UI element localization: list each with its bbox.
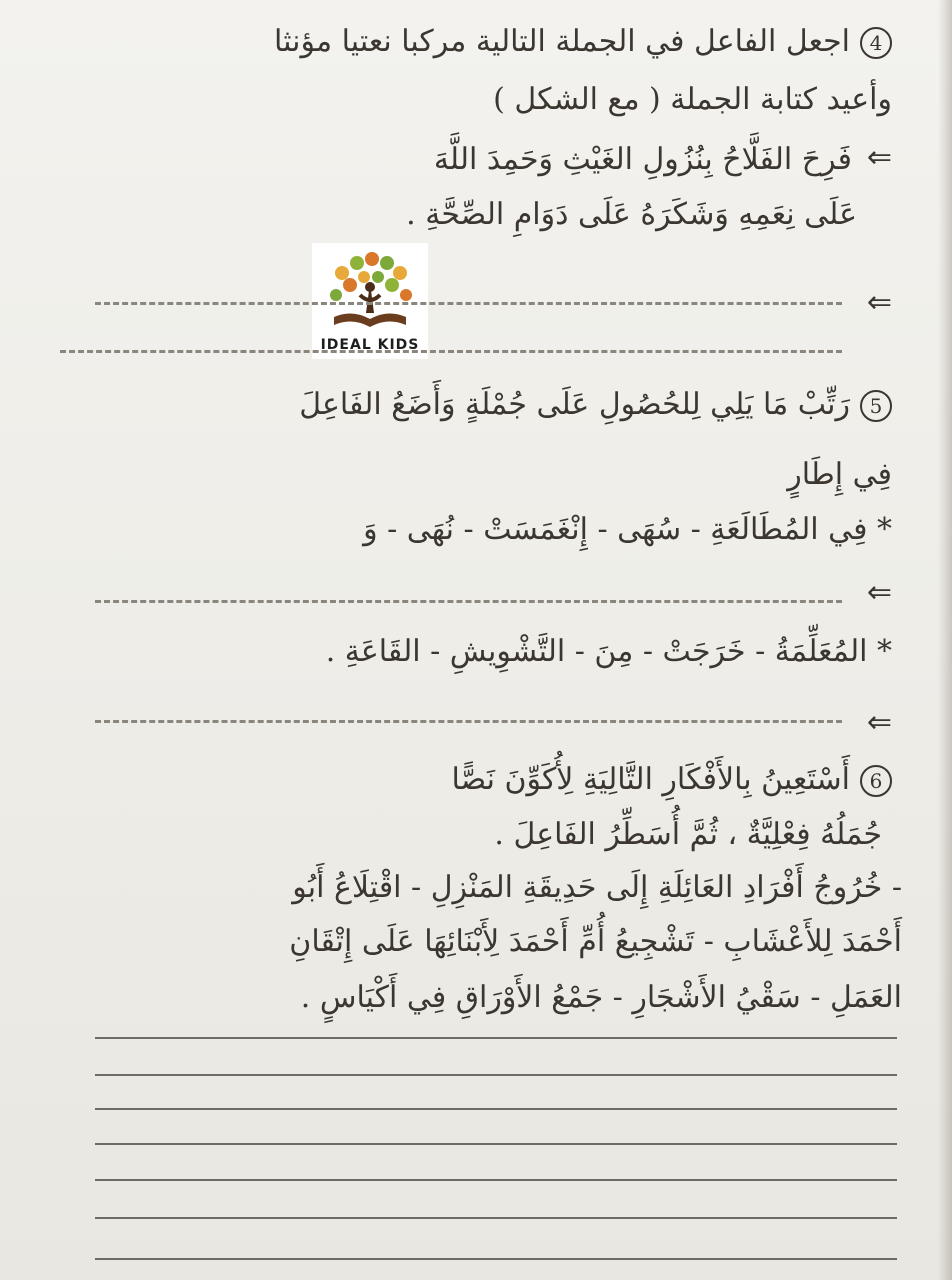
q6-instruction-2: جُمَلُهُ فِعْلِيَّةٌ ، ثُمَّ أُسَطِّرُ الفَاعِلَ . — [494, 817, 882, 852]
q4-instruction-2: وأعيد كتابة الجملة ( مع الشكل ) — [493, 82, 892, 117]
writing-line-5 — [95, 1179, 897, 1181]
q4-arrow-icon: ⇐ — [866, 140, 892, 175]
page-edge-shadow — [938, 0, 952, 1280]
writing-line-3 — [95, 1108, 897, 1110]
q5-answer-line-2 — [95, 720, 842, 723]
ideal-kids-logo — [312, 243, 428, 359]
q6-ideas-line-2: أَحْمَدَ لِلأَعْشَابِ - تَشْجِيعُ أُمِّ أَحْمَدَ لِأَبْنَائِهَا عَلَى إِتْقَانِ — [289, 924, 902, 959]
q6-number: 6 — [860, 765, 892, 797]
writing-line-6 — [95, 1217, 897, 1219]
logo-text: IDEAL KIDS — [320, 337, 420, 353]
writing-line-1 — [95, 1037, 897, 1039]
writing-line-4 — [95, 1143, 897, 1145]
q6-instruction-1: أَسْتَعِينُ بِالأَفْكَارِ التَّالِيَةِ لِأُكَوِّنَ نَصًّا — [451, 762, 850, 797]
q6-ideas-line-3: العَمَلِ - سَقْيُ الأَشْجَارِ - جَمْعُ الأَوْرَاقِ فِي أَكْيَاسٍ . — [300, 980, 902, 1015]
q4-instruction-line-1 — [274, 22, 892, 62]
q5-answer-arrow-icon-2: ⇐ — [866, 705, 892, 740]
q5-number: 5 — [860, 390, 892, 422]
q5-answer-arrow-icon-1: ⇐ — [866, 575, 892, 610]
q4-answer-arrow-icon: ⇐ — [866, 285, 892, 320]
q4-instruction-1: اجعل الفاعل في الجملة التالية مركبا نعتيا مؤنثا — [273, 24, 850, 59]
q4-answer-line-1 — [95, 302, 842, 305]
q5-item-1: * فِي المُطَالَعَةِ - سُهَى - إِنْغَمَسَتْ - نُهَى - وَ — [363, 512, 892, 547]
q5-instruction-1: رَتِّبْ مَا يَلِي لِلحُصُولِ عَلَى جُمْلَةٍ وَأَضَعُ الفَاعِلَ — [299, 387, 850, 422]
q5-answer-line-1 — [95, 600, 842, 603]
q4-number: 4 — [860, 27, 892, 59]
q5-instruction-2: فِي إِطَارٍ — [787, 457, 892, 492]
q4-answer-line-2 — [60, 350, 842, 353]
q5-item-2: * المُعَلِّمَةُ - خَرَجَتْ - مِنَ - التَّشْوِيشِ - القَاعَةِ . — [325, 634, 892, 669]
writing-line-7 — [95, 1258, 897, 1260]
q5-instruction-line-1 — [299, 385, 892, 425]
q4-sentence-1: فَرِحَ الفَلَّاحُ بِنُزُولِ الغَيْثِ وَحَمِدَ اللَّهَ — [433, 142, 852, 177]
q4-sentence-2: عَلَى نِعَمِهِ وَشَكَرَهُ عَلَى دَوَامِ الصِّحَّةِ . — [406, 197, 857, 232]
q6-ideas-line-1: - خُرُوجُ أَفْرَادِ العَائِلَةِ إِلَى حَدِيقَةِ المَنْزِلِ - اقْتِلَاعُ أَبُو — [292, 870, 902, 905]
writing-line-2 — [95, 1074, 897, 1076]
q6-instruction-line-1 — [451, 760, 892, 800]
